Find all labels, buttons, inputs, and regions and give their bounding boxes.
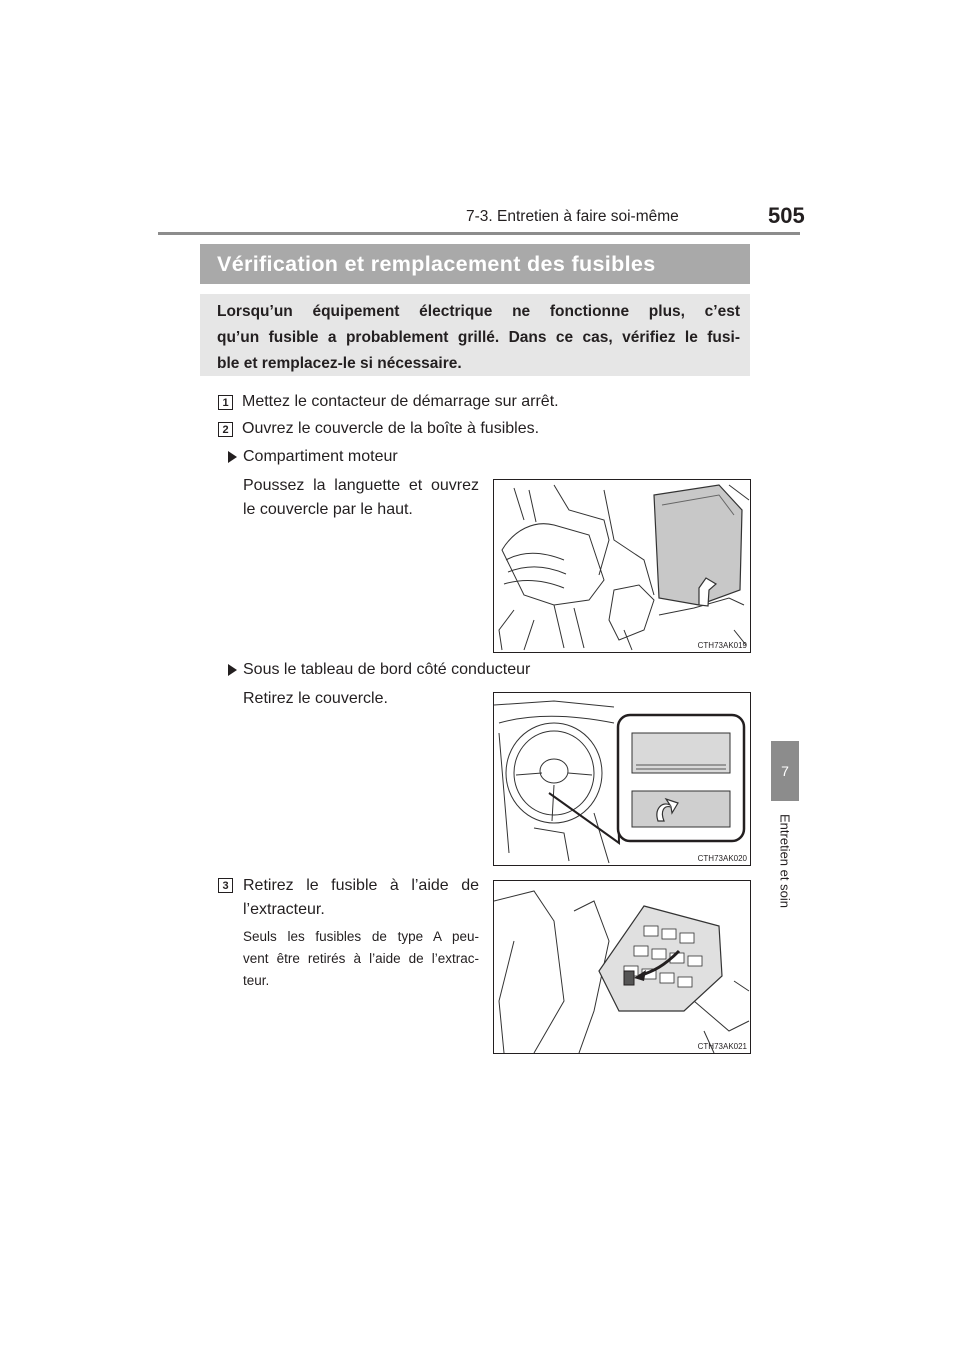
dash-fuse-box-figure (493, 692, 751, 866)
step-1-badge: 1 (218, 395, 233, 410)
figure-code: CTH73AK020 (697, 854, 747, 863)
header-rule (158, 232, 800, 235)
section-header: 7-3. Entretien à faire soi-même (466, 208, 679, 225)
chapter-label-wrap (771, 806, 799, 916)
note-line-2: vent être retirés à l’aide de l’extrac- (243, 951, 479, 966)
dashboard-illustration (494, 693, 750, 865)
step-2-text: Ouvrez le couvercle de la boîte à fusibles. (242, 420, 540, 437)
fuse-extractor-figure (493, 880, 751, 1054)
engine-line-1: Poussez la languette et ouvrez (243, 477, 479, 494)
step-3-line-2: l’extracteur. (243, 901, 325, 918)
page-number: 505 (768, 203, 805, 228)
arrow-bullet-icon (228, 451, 237, 463)
step-3-badge: 3 (218, 878, 233, 893)
chapter-label: Entretien et soin (777, 814, 793, 908)
engine-compartment-illustration (494, 480, 750, 652)
note-line-3: teur. (243, 973, 270, 988)
dash-heading: Sous le tableau de bord côté conducteur (243, 661, 531, 678)
engine-fuse-box-figure (493, 479, 751, 653)
engine-line-2: le couvercle par le haut. (243, 501, 413, 518)
page-title: Vérification et remplacement des fusibles (200, 244, 750, 284)
figure-code: CTH73AK021 (697, 1042, 747, 1051)
intro-line: ble et remplacez-le si nécessaire. (217, 355, 462, 372)
intro-line: Lorsqu’un équipement électrique ne fonctionne plus, c’est (217, 303, 740, 320)
chapter-tab: 7 (771, 741, 799, 801)
step-2-badge: 2 (218, 422, 233, 437)
dash-text: Retirez le couvercle. (243, 690, 388, 707)
step-3-line-1: Retirez le fusible à l’aide de (243, 877, 479, 894)
figure-code: CTH73AK019 (697, 641, 747, 650)
fuse-extractor-illustration (494, 881, 750, 1053)
intro-box (200, 294, 750, 376)
engine-heading: Compartiment moteur (243, 448, 398, 465)
note-line-1: Seuls les fusibles de type A peu- (243, 929, 479, 944)
step-1-text: Mettez le contacteur de démarrage sur arrêt. (242, 393, 559, 410)
intro-line: qu’un fusible a probablement grillé. Dans ce cas, vérifiez le fusi- (217, 329, 740, 346)
arrow-bullet-icon (228, 664, 237, 676)
